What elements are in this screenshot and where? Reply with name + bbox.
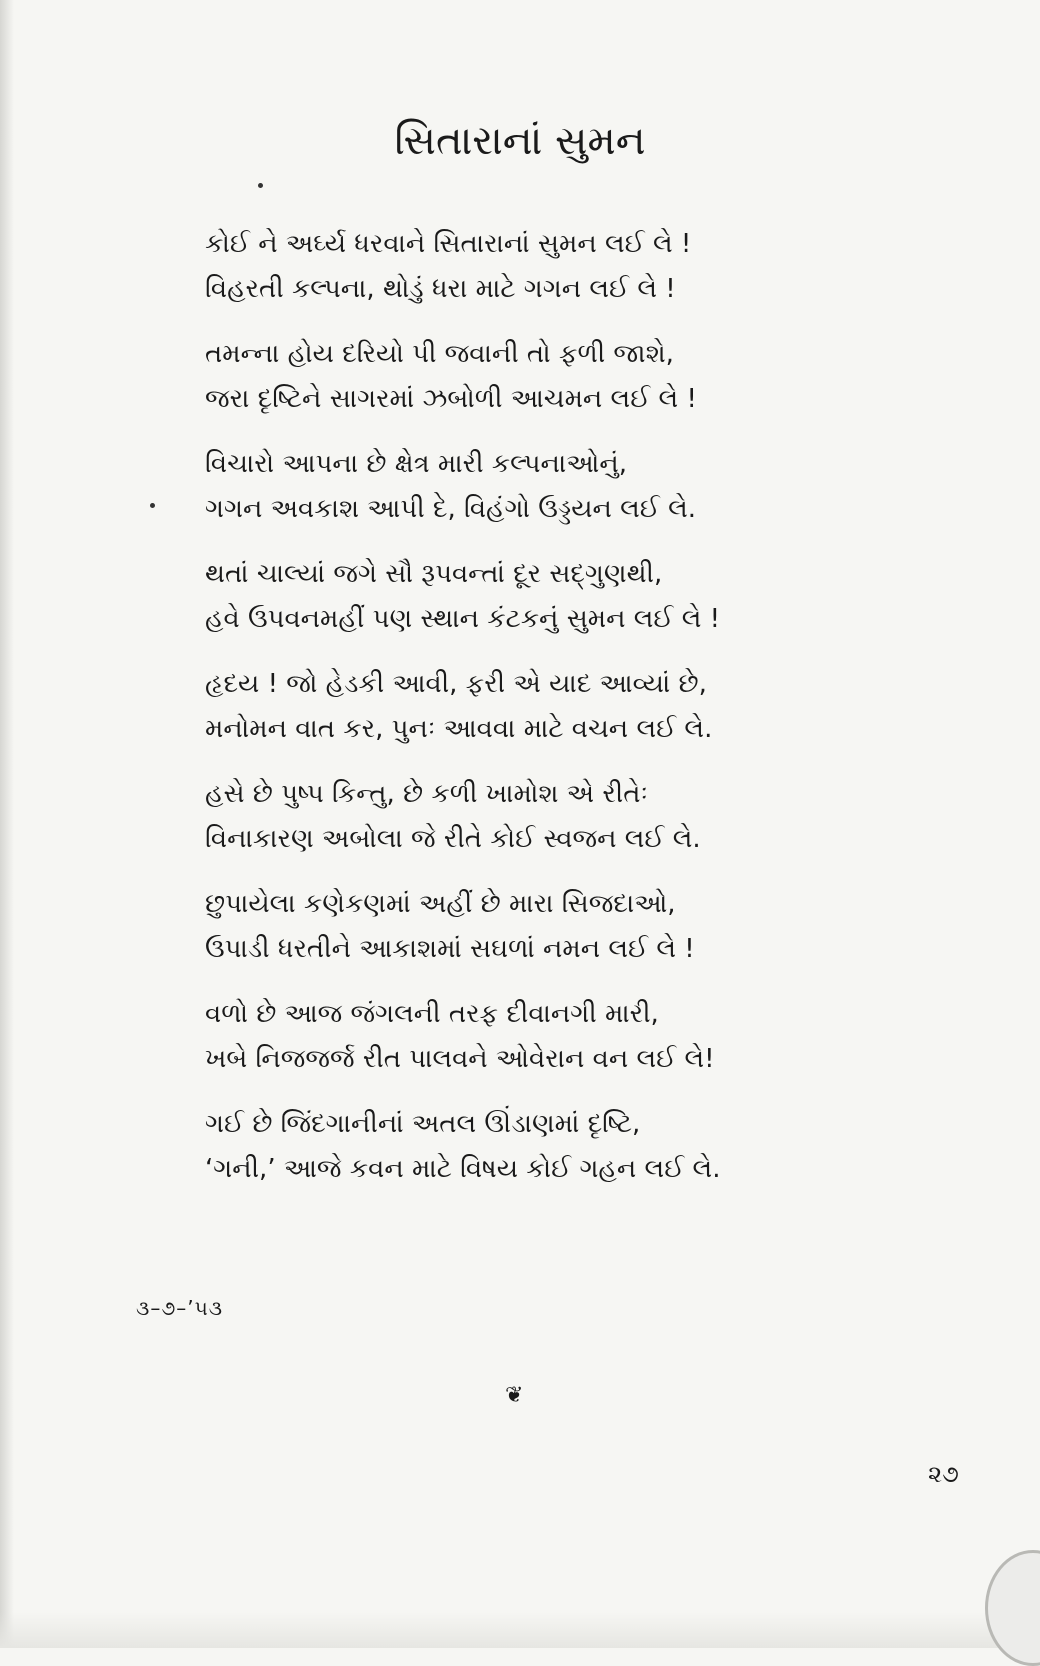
poem-line: ગઈ છે જિંદગાનીનાં અતલ ઊંડાણમાં દૃષ્ટિ, bbox=[205, 1109, 641, 1139]
stanza bbox=[205, 442, 825, 532]
poem-line: વળો છે આજ જંગલની તરફ દીવાનગી મારી, bbox=[205, 999, 659, 1029]
poem-line: હવે ઉપવનમહીં પણ સ્થાન કંટકનું સુમન લઈ લે ! bbox=[205, 604, 721, 634]
print-speck bbox=[150, 503, 155, 508]
poem-line: કોઈ ને અર્ઘ્ય ધરવાને સિતારાનાં સુમન લઈ લે ! bbox=[205, 229, 692, 259]
poem-date: ૩–૭–’૫૩ bbox=[136, 1296, 224, 1320]
page-number: ૨૭ bbox=[928, 1460, 959, 1488]
poem-line: ઉપાડી ધરતીને આકાશમાં સઘળાં નમન લઈ લે ! bbox=[205, 934, 695, 964]
stanza bbox=[205, 882, 825, 972]
poem-line: જરા દૃષ્ટિને સાગરમાં ઝબોળી આચમન લઈ લે ! bbox=[205, 384, 697, 414]
page-bottom-shadow bbox=[0, 1612, 1040, 1648]
poem-line: છુપાયેલા કણેકણમાં અહીં છે મારા સિજદાઓ, bbox=[205, 889, 676, 919]
ornament-icon: ❦ bbox=[505, 1383, 524, 1408]
poem-line: હૃદય ! જો હેડકી આવી, ફરી એ યાદ આવ્યાં છે, bbox=[205, 669, 707, 699]
poem-line: વિનાકારણ અબોલા જે રીતે કોઈ સ્વજન લઈ લે. bbox=[205, 824, 701, 854]
poem-line: ગગન અવકાશ આપી દે, વિહંગો ઉડ્ડયન લઈ લે. bbox=[205, 494, 697, 524]
poem-line: વિહરતી કલ્પના, થોડું ધરા માટે ગગન લઈ લે ! bbox=[205, 274, 676, 304]
stanza bbox=[205, 662, 825, 752]
print-speck bbox=[258, 183, 263, 188]
poem-line: વિચારો આપના છે ક્ષેત્ર મારી કલ્પનાઓનું, bbox=[205, 449, 627, 479]
page-edge-shadow bbox=[0, 0, 14, 1648]
page-curl bbox=[985, 1550, 1040, 1666]
poem-line: ‘ગની,’ આજે કવન માટે વિષય કોઈ ગહન લઈ લે. bbox=[205, 1154, 721, 1184]
stanza bbox=[205, 552, 825, 642]
stanza bbox=[205, 772, 825, 862]
stanza bbox=[205, 332, 825, 422]
stanza bbox=[205, 1102, 825, 1192]
poem-body bbox=[205, 222, 825, 1212]
poem-title: સિતારાનાં સુમન bbox=[394, 118, 646, 164]
poem-line: થતાં ચાલ્યાં જગે સૌ રૂપવન્તાં દૂર સદ્‌ગુણથી, bbox=[205, 559, 663, 589]
stanza bbox=[205, 222, 825, 312]
poem-line: મનોમન વાત કર, પુનઃ આવવા માટે વચન લઈ લે. bbox=[205, 714, 713, 744]
poem-line: તમન્ના હોય દરિયો પી જવાની તો ફળી જાશે, bbox=[205, 339, 674, 369]
poem-line: ખબે નિજજર્જ રીત પાલવને ઓવેરાન વન લઈ લે! bbox=[205, 1044, 715, 1074]
stanza bbox=[205, 992, 825, 1082]
poem-line: હસે છે પુષ્પ કિન્તુ, છે કળી ખામોશ એ રીતેઃ bbox=[205, 779, 648, 809]
